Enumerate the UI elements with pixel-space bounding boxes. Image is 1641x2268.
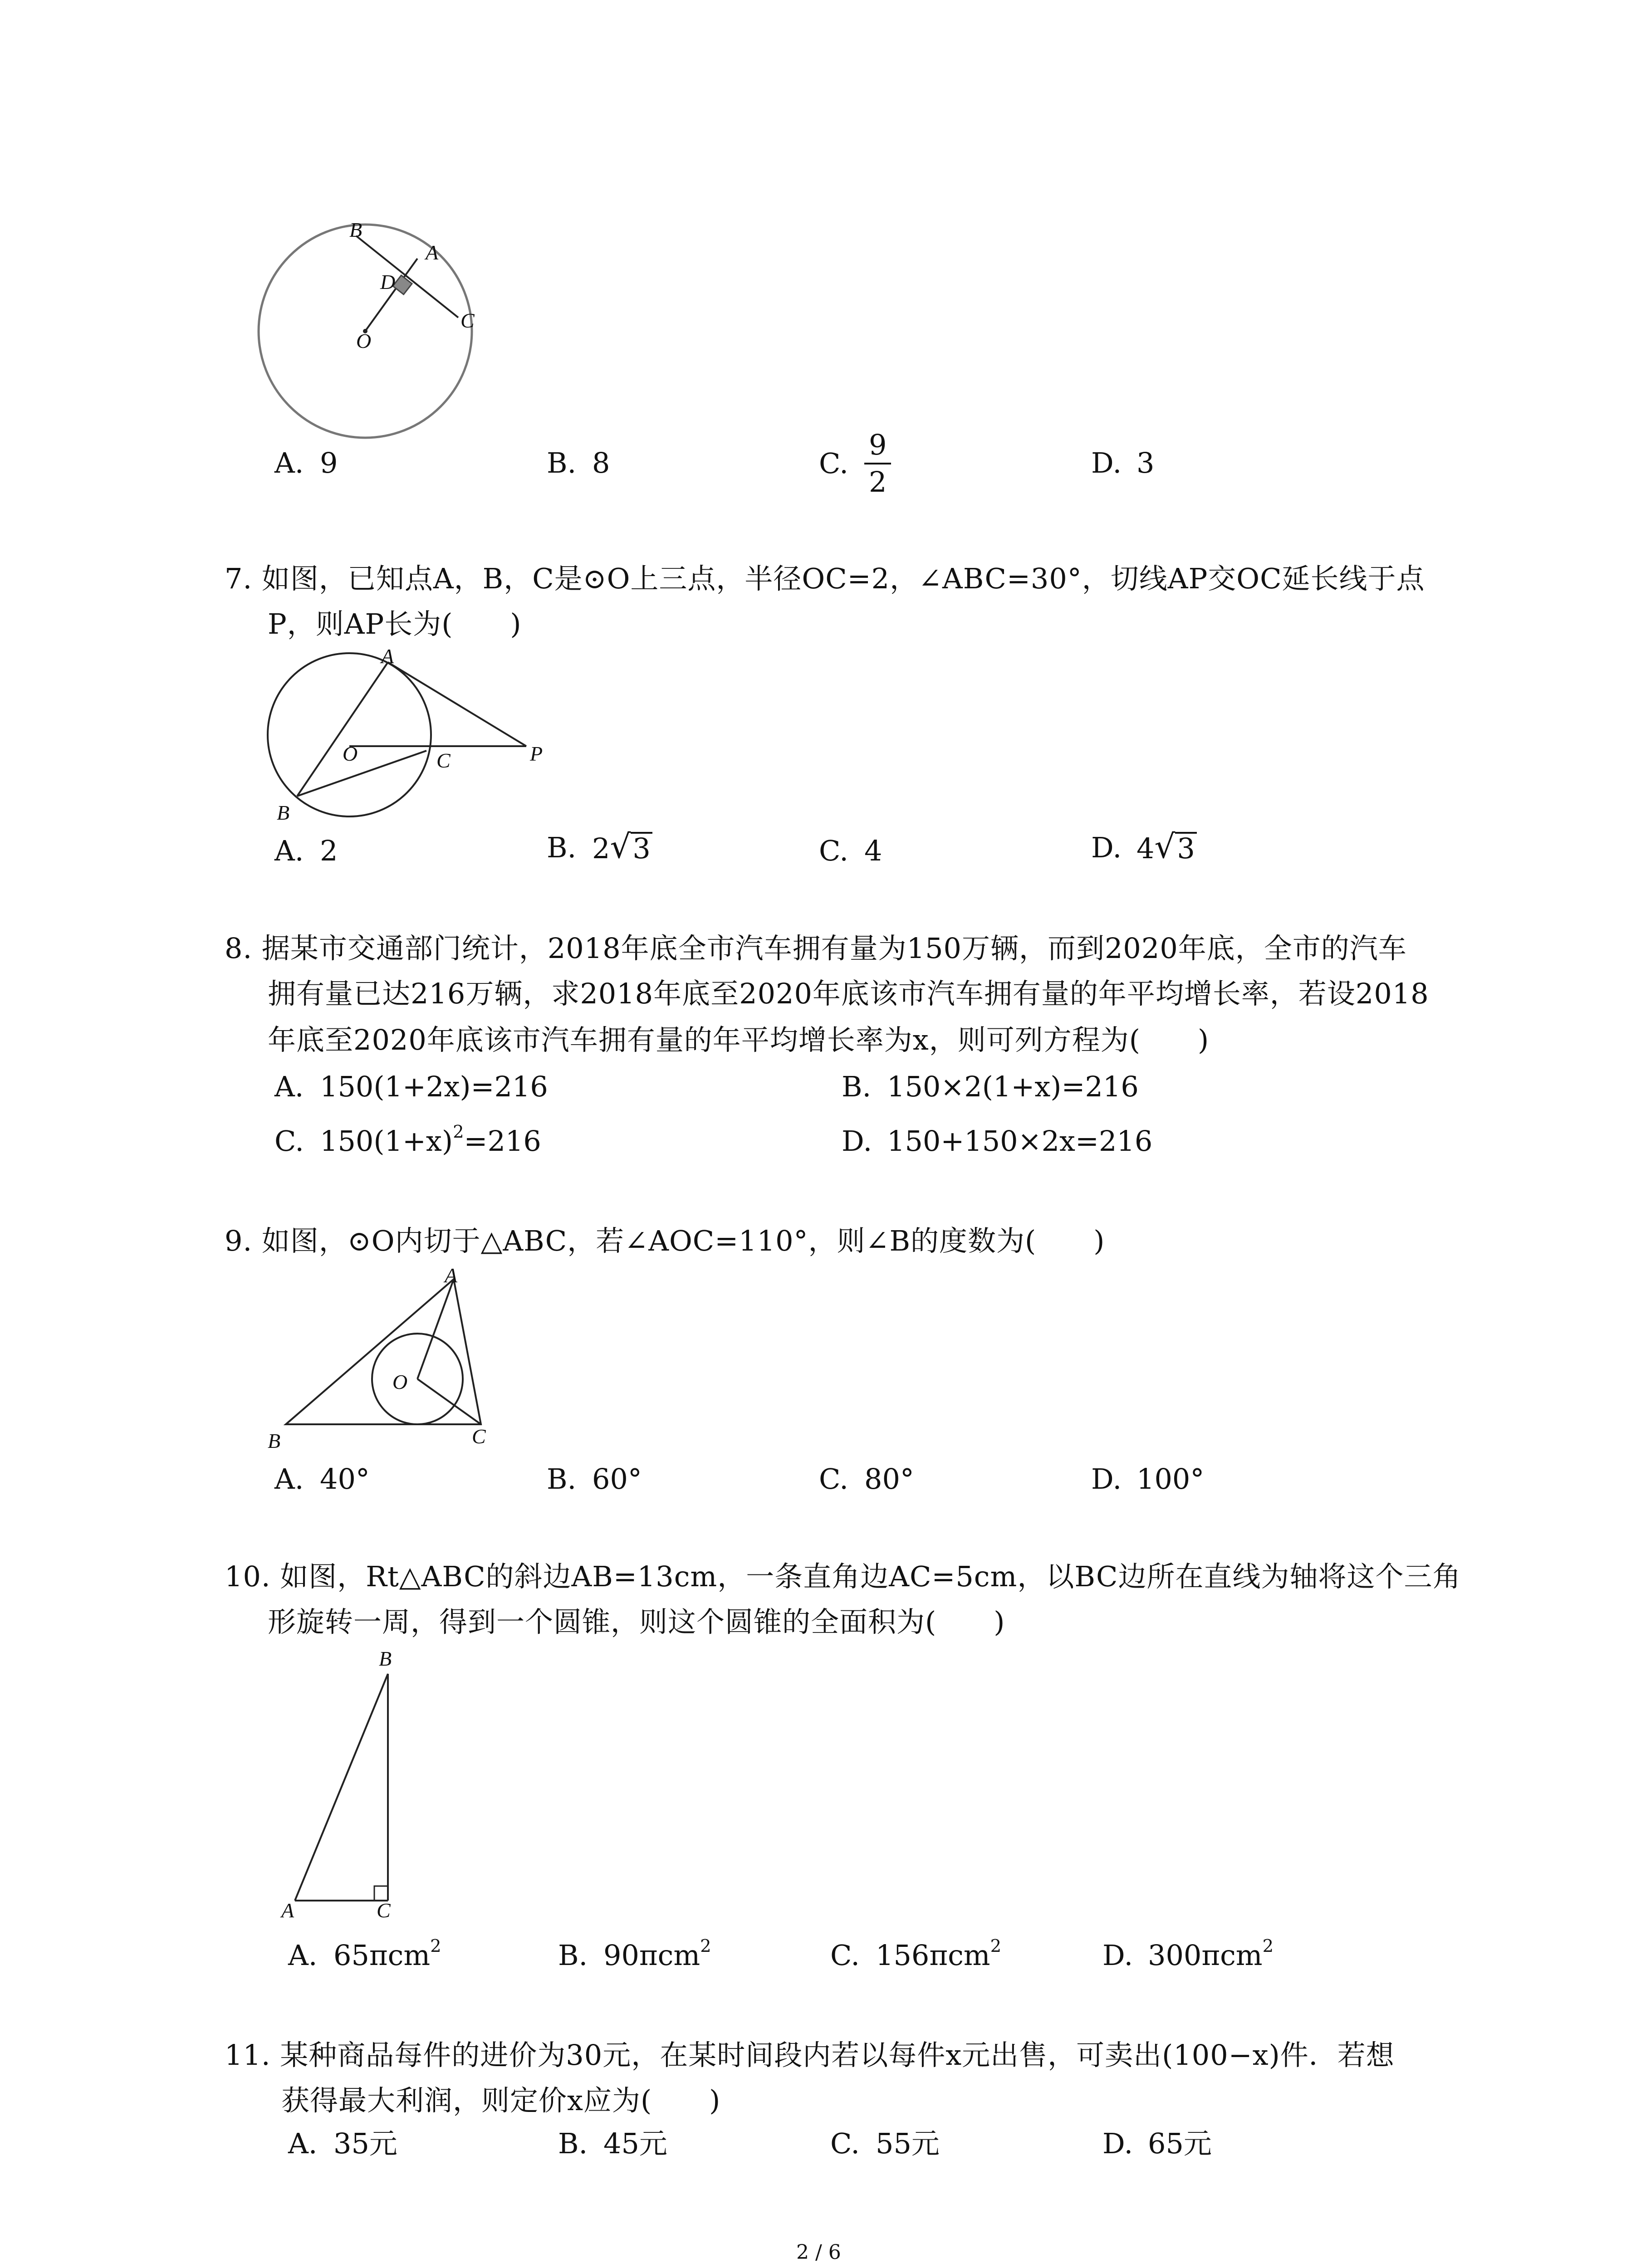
q8-option-c[interactable]: C. $150(1+x)^2=216$ [274, 1122, 541, 1158]
q11-text-line1: 11. 某种商品每件的进价为30元，在某时间段内若以每件x元出售，可卖出(100−x)件．若想 [225, 2038, 1395, 2072]
q9-option-c[interactable]: C. 80° [819, 1462, 914, 1496]
q10-label-A: A [281, 1899, 294, 1922]
q9-label-A: A [445, 1264, 458, 1287]
q10-figure [290, 1669, 395, 1905]
q10-option-d[interactable]: D. 300πcm$^2$ [1102, 1936, 1274, 1972]
q10-text-line2: 形旋转一周，得到一个圆锥，则这个圆锥的全面积为( ) [268, 1605, 1005, 1638]
q9-text-line1: 9. 如图，⊙O内切于△ABC，若∠AOC=110°，则∠B的度数为( ) [225, 1224, 1105, 1257]
sqrt: √ 3 [1154, 830, 1196, 863]
q6-label-O: O [356, 329, 372, 352]
q6-option-c[interactable]: C. $\frac{9}{2}$ [819, 431, 891, 496]
fraction: $\frac{9}{2}$ [864, 431, 891, 496]
q8-option-b[interactable]: B. 150×2(1+x)=216 [842, 1070, 1139, 1103]
q8-text-line3: 年底至2020年底该市汽车拥有量的年平均增长率为x，则可列方程为( ) [268, 1023, 1210, 1056]
q10-label-C: C [377, 1899, 391, 1922]
q11-option-a[interactable]: A. 35元 [288, 2127, 397, 2160]
q6-option-a[interactable]: A. 9 [274, 446, 338, 479]
q10-label-B: B [379, 1647, 392, 1670]
sqrt: √ 3 [610, 830, 652, 863]
q7-option-a[interactable]: A. 2 [274, 834, 338, 867]
q7-text-line2: P，则AP长为( ) [268, 607, 522, 640]
q7-option-b[interactable]: B. 2 √ 3 [547, 830, 652, 863]
q6-label-D: D [380, 270, 396, 293]
q9-label-O: O [392, 1370, 408, 1393]
q11-option-b[interactable]: B. 45元 [558, 2127, 667, 2160]
q6-option-b[interactable]: B. 8 [547, 446, 610, 479]
q7-label-O: O [343, 742, 358, 765]
q7-label-A: A [381, 645, 394, 668]
q9-option-d[interactable]: D. 100° [1091, 1462, 1205, 1496]
q11-text-line2: 获得最大利润，则定价x应为( ) [281, 2084, 721, 2117]
q10-option-a[interactable]: A. 65πcm$^2$ [288, 1936, 441, 1972]
q10-option-b[interactable]: B. 90πcm$^2$ [558, 1936, 711, 1972]
page-number: 2 / 6 [796, 2241, 841, 2264]
q8-text-line2: 拥有量已达216万辆，求2018年底至2020年底该市汽车拥有量的年平均增长率，若设2018 [268, 977, 1429, 1010]
q8-option-d[interactable]: D. 150+150×2x=216 [842, 1124, 1153, 1158]
q11-option-c[interactable]: C. 55元 [830, 2127, 940, 2160]
q9-label-B: B [268, 1429, 281, 1452]
q7-text-line1: 7. 如图，已知点A，B，C是⊙O上三点，半径OC=2，∠ABC=30°，切线AP交OC延长线于点 [225, 562, 1425, 595]
q6-label-B: B [349, 218, 362, 241]
q7-label-B: B [277, 801, 290, 824]
q10-option-c[interactable]: C. 156πcm$^2$ [830, 1936, 1002, 1972]
q10-text-line1: 10. 如图，Rt△ABC的斜边AB=13cm，一条直角边AC=5cm，以BC边所在直线为轴将这个三角 [225, 1560, 1461, 1593]
q6-label-A: A [426, 241, 439, 264]
q9-option-b[interactable]: B. 60° [547, 1462, 642, 1496]
q6-label-C: C [460, 309, 475, 332]
q6-option-d[interactable]: D. 3 [1091, 446, 1155, 479]
q8-option-a[interactable]: A. 150(1+2x)=216 [274, 1070, 548, 1103]
q7-figure [268, 653, 558, 835]
q8-text-line1: 8. 据某市交通部门统计，2018年底全市汽车拥有量为150万辆，而到2020年底，全市的汽车 [225, 932, 1407, 965]
q9-label-C: C [472, 1425, 486, 1448]
q9-option-a[interactable]: A. 40° [274, 1462, 370, 1496]
q9-figure [272, 1270, 499, 1438]
q11-option-d[interactable]: D. 65元 [1102, 2127, 1212, 2160]
q7-label-P: P [530, 742, 543, 765]
q7-label-C: C [436, 749, 451, 772]
q7-option-c[interactable]: C. 4 [819, 834, 882, 867]
q7-option-d[interactable]: D. 4 √ 3 [1091, 830, 1197, 863]
